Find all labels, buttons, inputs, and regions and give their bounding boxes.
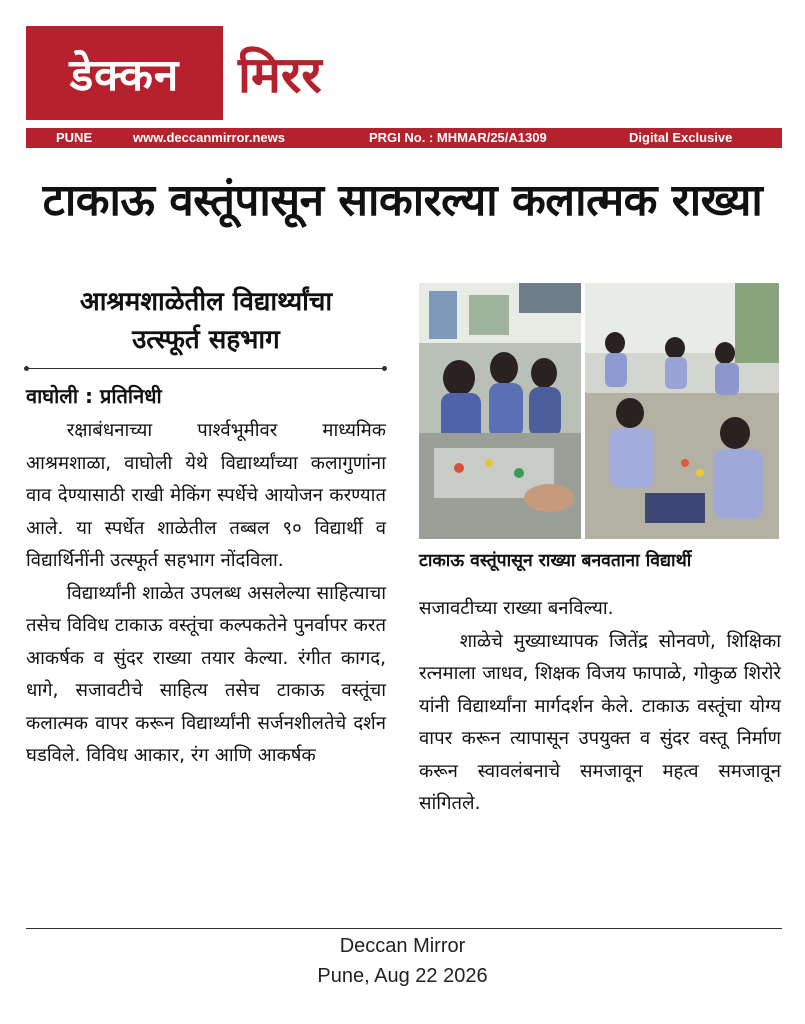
masthead: [26, 26, 782, 122]
info-tag: Digital Exclusive: [629, 130, 733, 145]
paragraph-2: विद्यार्थ्यांनी शाळेत उपलब्ध असलेल्या साहित्याचा तसेच विविध टाकाऊ वस्तूंचा कल्पकतेने पुनर्वापर करत आकर्षक व सुंदर राख्या तयार केल्या. रंगीत कागद, धागे, सजावटीचे साहित्य तसेच टाकाऊ वस्तूंचा कलात्मक वापर करून विद्यार्थ्यांनी सर्जनशीलतेचे दर्शन घडविले. विविध आकार, रंग आणि आकर्षक: [26, 582, 386, 766]
right-column: [419, 593, 781, 821]
info-city: PUNE: [56, 130, 93, 145]
photo-right: [585, 283, 779, 539]
subhead-line-2: उत्स्फूर्त सहभाग: [132, 325, 280, 355]
divider-dot-left: [24, 366, 29, 371]
info-bar: [26, 128, 782, 148]
paragraph-1: रक्षाबंधनाच्या पार्श्वभूमीवर माध्यमिक आश्रमशाळा, वाघोली येथे विद्यार्थ्यांच्या कलागुणांना वाव देण्यासाठी राखी मेकिंग स्पर्धेचे आयोजन करण्यात आले. या स्पर्धेत शाळेतील तब्बल ९० विद्यार्थी व विद्यार्थिनींनी उत्स्फूर्त सहभाग नोंदविला.: [26, 420, 386, 571]
photo-left: [419, 283, 581, 539]
dateline: वाघोली : प्रतिनिधी: [26, 384, 162, 408]
paragraph-3: शाळेचे मुख्याध्यापक जितेंद्र सोनवणे, शिक्षिका रत्नमाला जाधव, शिक्षक विजय फापाळे, गोकुळ शिरोरे यांनी विद्यार्थ्यांना मार्गदर्शन केले. टाकाऊ वस्तूंचा योग्य वापर करून त्यापासून उपयुक्त व सुंदर वस्तू निर्माण करून स्वावलंबनाचे समजावून महत्व समजावून सांगितले.: [419, 630, 781, 814]
subhead-line-1: आश्रमशाळेतील विद्यार्थ्यांचा: [79, 287, 333, 317]
article-photo: [419, 283, 779, 539]
footer-place-date: Pune, Aug 22 2026: [317, 965, 488, 987]
divider-dot-right: [382, 366, 387, 371]
paragraph-2-continued: सजावटीच्या राख्या बनविल्या.: [419, 598, 614, 619]
photo-caption: टाकाऊ वस्तूंपासून राख्या बनवताना विद्यार्थी: [419, 551, 692, 571]
headline: टाकाऊ वस्तूंपासून साकारल्या कलात्मक राख्या: [42, 175, 763, 226]
logo-box: डेक्कन: [26, 26, 223, 120]
footer-publication: Deccan Mirror: [339, 935, 466, 957]
footer-divider: [26, 928, 782, 929]
info-website: www.deccanmirror.news: [133, 130, 285, 145]
logo-text: मिरर: [238, 46, 322, 104]
subhead-divider: [26, 368, 384, 369]
left-column: [26, 415, 386, 773]
info-prgi: PRGI No. : MHMAR/25/A1309: [369, 130, 547, 145]
